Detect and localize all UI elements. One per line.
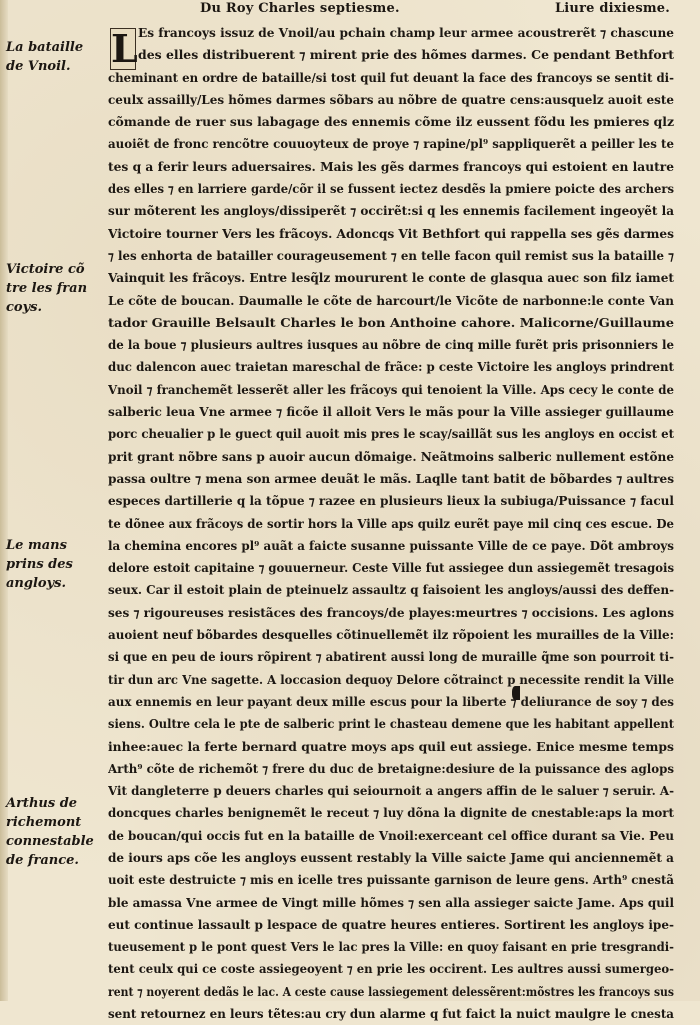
text-line: ceulx assailly/Les hõmes darmes sõbars au nõbre de quatre cens:ausquelz auoit este — [108, 92, 674, 107]
margin-note-line: connestable — [6, 834, 94, 849]
text-line: te dõnee aux frãcoys de sortir hors la Ville aps quilz eurẽt paye mil cinq ces escue. De — [108, 516, 674, 531]
margin-note-line: de Vnoil. — [6, 59, 71, 74]
text-line: ses ⁊ rigoureuses resistãces des francoys/de playes:meurtres ⁊ occisions. Les aglons — [108, 605, 674, 620]
text-line: seux. Car il estoit plain de pteinuelz assaultz q faisoient les angloys/aussi des deffen- — [108, 583, 674, 598]
text-line: inhee:auec la ferte bernard quatre moys aps quil eut assiege. Enice mesme temps — [108, 739, 674, 754]
text-line: uoit este destruicte ⁊ mis en icelle tres puissante garnison de leure gens. Arth⁹ cnestã — [108, 873, 674, 888]
margin-notes — [0, 0, 96, 1001]
text-line: Vainquit les frãcoys. Entre lesq̃lz moururent le conte de glasqua auec son filz iamet — [108, 271, 674, 286]
margin-note-line: Arthus de — [6, 796, 78, 811]
text-line: Le cõte de boucan. Daumalle le cõte de harcourt/le Vicõte de narbonne:le conte Van — [108, 293, 674, 308]
decorated-initial: L — [111, 26, 138, 71]
margin-note-bataille-de-vnoil — [6, 38, 94, 76]
running-header — [200, 0, 670, 18]
margin-note-line: coys. — [6, 300, 42, 315]
margin-note-line: La bataille — [6, 40, 84, 55]
text-line: delore estoit capitaine ⁊ gouuerneur. Ceste Ville fut assiegee dun assiegemẽt tresagois — [108, 561, 674, 576]
header-book-number: Liure dixiesme. — [554, 1, 670, 16]
text-line: rent ⁊ noyerent dedãs le lac. A ceste cause lassiegement delessẽrent:mõstres les francoys sus — [108, 984, 674, 999]
text-line: des elles ⁊ en larriere garde/cõr il se fussent iectez desdẽs la pmiere poicte des archers — [108, 182, 674, 197]
text-line: tador Grauille Belsault Charles le bon Anthoine cahore. Malicorne/Guillaume — [108, 315, 674, 330]
text-line: cõmande de ruer sus labagage des ennemis cõme ilz eussent fõdu les pmieres qlz — [108, 115, 674, 130]
text-line: cheminant en ordre de bataille/si tost quil fut deuant la face des francoys se sentit di- — [108, 70, 674, 85]
margin-note-line: richemont — [6, 815, 82, 830]
text-line: Victoire tourner Vers les frãcoys. Adoncqs Vit Bethfort qui rappella ses gẽs darmes — [108, 226, 674, 241]
body-text — [108, 22, 674, 1025]
text-line: sent retournez en leurs tẽtes:au cry dun alarme q fut faict la nuict maulgre le cnesta — [108, 1007, 674, 1022]
text-line: duc dalencon auec traietan mareschal de frãce: p ceste Victoire les angloys prindrent — [108, 360, 674, 375]
text-line: auoiẽt de fronc rencõtre couuoyteux de proye ⁊ rapine/pl⁹ sappliquerẽt a peiller les te — [108, 137, 674, 152]
margin-note-le-mans — [6, 536, 94, 593]
text-line: la chemina encores pl⁹ auãt a faicte susanne puissante Ville de ce paye. Dõt ambroys — [108, 538, 674, 553]
text-line: de la boue ⁊ plusieurs aultres iusques au nõbre de cinq mille furẽt pris prisonniers le — [108, 338, 674, 353]
margin-note-arthus — [6, 794, 94, 870]
margin-note-line: Victoire cõ — [6, 262, 85, 277]
text-line: auoient neuf bõbardes desquelles cõtinuellemẽt ilz rõpoient les murailles de la Ville: — [108, 628, 674, 643]
text-line: doncques charles benignemẽt le receut ⁊ luy dõna la dignite de cnestable:aps la mort — [108, 806, 674, 821]
margin-note-line: prins des — [6, 557, 73, 572]
text-line: des elles distribuerent ⁊ mirent prie des hõmes darmes. Ce pendant Bethfort — [138, 48, 674, 63]
header-title: Du Roy Charles septiesme. — [200, 1, 400, 16]
margin-note-line: Le mans — [6, 538, 67, 553]
text-line: Es francoys issuz de Vnoil/au pchain champ leur armee acoustrerẽt ⁊ chascune — [138, 26, 674, 40]
text-line: eut continue lassault p lespace de quatre heures entieres. Sortirent les angloys ipe- — [108, 917, 674, 932]
text-line: sur mõterent les angloys/dissiperẽt ⁊ occirẽt:si q les ennemis facilement ingeoyẽt la — [108, 204, 674, 219]
text-line: si que en peu de iours rõpirent ⁊ abatirent aussi long de muraille q̃me son pourroit ti- — [108, 650, 674, 665]
text-line: passa oultre ⁊ mena son armee deuãt le mãs. Laqlle tant batit de bõbardes ⁊ aultres — [108, 471, 674, 486]
text-line: tes q a ferir leurs aduersaires. Mais les gẽs darmes francoys qui estoient en lautre — [108, 159, 674, 174]
margin-note-line: angloys. — [6, 576, 66, 591]
text-line: siens. Oultre cela le pte de salberic print le chasteau demene que les habitant appellent — [108, 717, 674, 732]
margin-note-line: tre les fran — [6, 281, 88, 296]
text-line: ble amassa Vne armee de Vingt mille hõmes ⁊ sen alla assieger saicte Jame. Aps quil — [108, 895, 674, 910]
margin-note-victoire — [6, 260, 94, 317]
text-line: tir dun arc Vne sagette. A loccasion dequoy Delore cõtrainct p necessite rendit la Ville — [108, 672, 674, 687]
text-line: tueusement p le pont quest Vers le lac pres la Ville: en quoy faisant en prie tresgrandi- — [108, 940, 674, 955]
text-line: de boucan/qui occis fut en la bataille de Vnoil:exerceant cel office durant sa Vie. Peu — [108, 828, 674, 843]
text-line: Vnoil ⁊ franchemẽt lesserẽt aller les frãcoys qui tenoient la Ville. Aps cecy le conte de — [108, 382, 674, 397]
text-line: ⁊ les enhorta de batailler courageusement ⁊ en telle facon quil remist sus la bataille ⁊ — [108, 248, 674, 263]
text-line: Vit dangleterre p deuers charles qui seiournoit a angers affin de le saluer ⁊ seruir. A- — [108, 784, 674, 799]
text-line: salberic leua Vne armee ⁊ ficõe il alloit Vers le mãs pour la Ville assieger guillaume — [108, 405, 674, 420]
text-line: aux ennemis en leur payant deux mille escus pour la liberte ⁊ deliurance de soy ⁊ des — [108, 694, 674, 709]
text-line: de iours aps cõe les angloys eussent restably la Ville saicte Jame qui anciennemẽt a — [108, 850, 674, 865]
text-line: porc cheualier p le guect quil auoit mis pres le scay/saillãt sus les angloys en occist et — [108, 427, 674, 442]
text-line: Arth⁹ cõte de richemõt ⁊ frere du duc de bretaigne:desiure de la puissance des aglops — [108, 761, 674, 776]
margin-note-line: de france. — [6, 853, 79, 868]
text-line: especes dartillerie q la tõpue ⁊ razee en plusieurs lieux la subiuga/Puissance ⁊ facul — [108, 494, 674, 509]
text-line: prit grant nõbre sans p auoir aucun dõmaige. Neãtmoins salberic nullement estõne — [108, 449, 674, 464]
text-line: tent ceulx qui ce coste assiegeoyent ⁊ en prie les occirent. Les aultres aussi sumergeo- — [108, 962, 674, 977]
